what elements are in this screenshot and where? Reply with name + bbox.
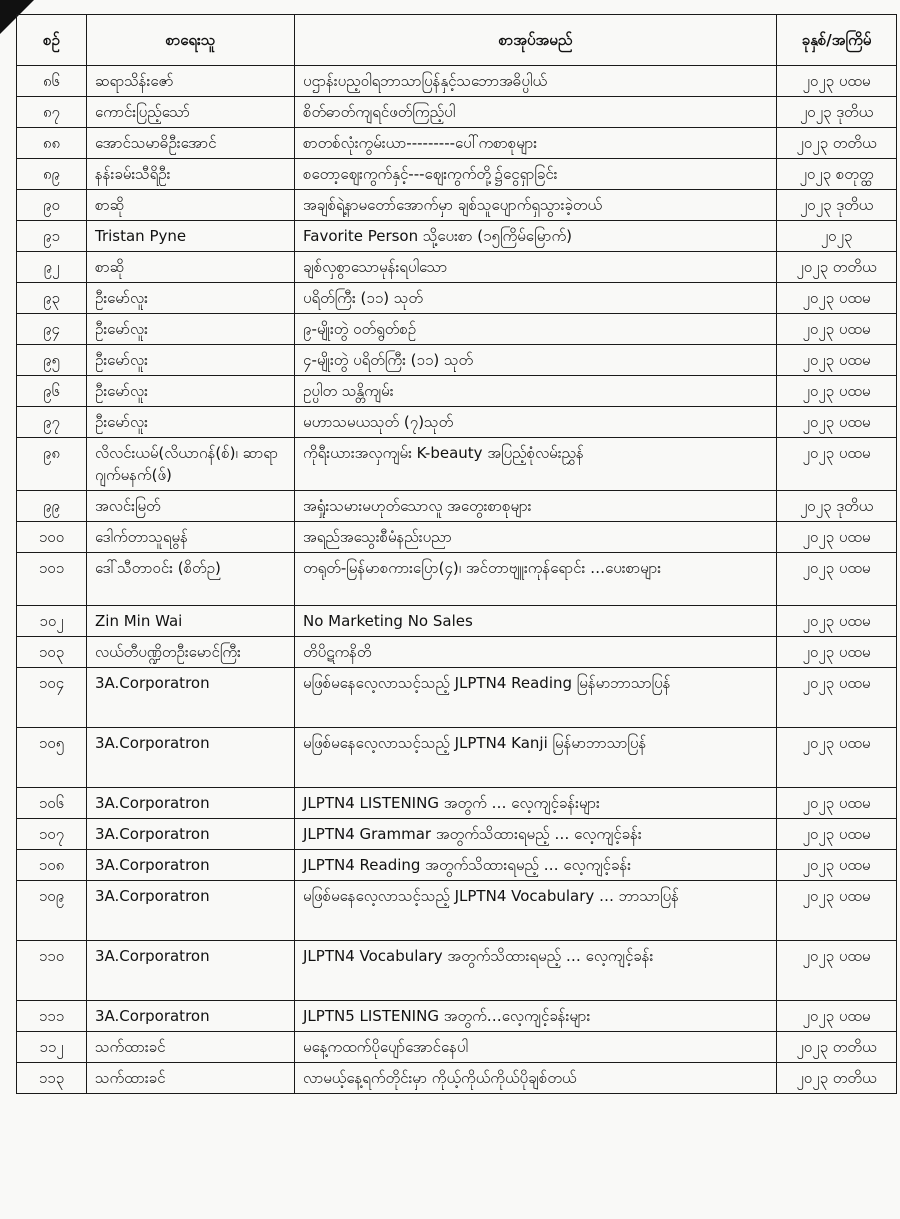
- cell-no: ၁၀၇: [17, 819, 87, 850]
- table-row: [17, 376, 897, 407]
- cell-no: ၁၁၀: [17, 941, 87, 1001]
- cell-author: လိလင်းယမ်(လိယာဂန်(စ်)၊ ဆာရာဂျက်မနက်(ဖ်): [87, 438, 295, 491]
- cell-author: ဦးမော်လူး: [87, 407, 295, 438]
- cell-title: တရုတ်-မြန်မာစကားပြော(၄)၊ အင်တာဗျူးကုန်ရောင်း …ပေးစာများ: [295, 553, 777, 606]
- cell-year: ၂၀၂၃ ပထမ: [777, 668, 897, 728]
- cell-title: Favorite Person သို့ပေးစာ (၁၅ကြိမ်မြောက်): [295, 221, 777, 252]
- cell-no: ၉၂: [17, 252, 87, 283]
- table-row: [17, 491, 897, 522]
- cell-no: ၉၉: [17, 491, 87, 522]
- cell-author: Tristan Pyne: [87, 221, 295, 252]
- cell-year: ၂၀၂၃ ပထမ: [777, 438, 897, 491]
- cell-author: ဒေါက်တာသူရမွန်: [87, 522, 295, 553]
- cell-title: JLPTN4 Vocabulary အတွက်သိထားရမည့် … လေ့ကျင့်ခန်း: [295, 941, 777, 1001]
- cell-title: စိတ်ဓာတ်ကျရင်ဖတ်ကြည့်ပါ: [295, 97, 777, 128]
- table-row: [17, 97, 897, 128]
- cell-title: တိပိဋကနိတိ: [295, 637, 777, 668]
- cell-no: ၉၃: [17, 283, 87, 314]
- cell-year: ၂၀၂၃ ပထမ: [777, 819, 897, 850]
- table-row: [17, 128, 897, 159]
- cell-year: ၂၀၂၃ စတုတ္ထ: [777, 159, 897, 190]
- table-row: [17, 66, 897, 97]
- cell-author: Zin Min Wai: [87, 606, 295, 637]
- cell-author: 3A.Corporatron: [87, 728, 295, 788]
- cell-title: လာမယ့်နေ့ရက်တိုင်းမှာ ကိုယ့်ကိုယ်ကိုယ်ပိုချစ်တယ်: [295, 1063, 777, 1094]
- cell-no: ၁၀၉: [17, 881, 87, 941]
- cell-title: No Marketing No Sales: [295, 606, 777, 637]
- cell-no: ၁၀၈: [17, 850, 87, 881]
- cell-no: ၉၀: [17, 190, 87, 221]
- cell-author: စာဆို: [87, 190, 295, 221]
- cell-title: မဖြစ်မနေလေ့လာသင့်သည့် JLPTN4 Kanji မြန်မာဘာသာပြန်: [295, 728, 777, 788]
- cell-year: ၂၀၂၃ တတိယ: [777, 1032, 897, 1063]
- table-header-row: [17, 15, 897, 66]
- cell-year: ၂၀၂၃ ပထမ: [777, 283, 897, 314]
- cell-author: ဦးမော်လူး: [87, 283, 295, 314]
- cell-title: အရည်အသွေးစီမံနည်းပညာ: [295, 522, 777, 553]
- cell-year: ၂၀၂၃ ပထမ: [777, 728, 897, 788]
- cell-title: JLPTN4 Reading အတွက်သိထားရမည့် … လေ့ကျင့်ခန်း: [295, 850, 777, 881]
- cell-year: ၂၀၂၃ ပထမ: [777, 941, 897, 1001]
- table-row: [17, 438, 897, 491]
- cell-title: မနေ့ကထက်ပိုပျော်အောင်နေပါ: [295, 1032, 777, 1063]
- cell-title: မဖြစ်မနေလေ့လာသင့်သည့် JLPTN4 Reading မြန်မာဘာသာပြန်: [295, 668, 777, 728]
- table-row: [17, 881, 897, 941]
- cell-author: 3A.Corporatron: [87, 1001, 295, 1032]
- cell-author: အောင်သမာဓိဦးအောင်: [87, 128, 295, 159]
- header-no: စဉ်: [17, 15, 87, 66]
- cell-author: သက်ထားခင်: [87, 1063, 295, 1094]
- table-row: [17, 1063, 897, 1094]
- cell-author: 3A.Corporatron: [87, 668, 295, 728]
- cell-year: ၂၀၂၃ ပထမ: [777, 376, 897, 407]
- cell-no: ၁၀၃: [17, 637, 87, 668]
- table-row: [17, 941, 897, 1001]
- cell-author: လယ်တီပဏ္ဍိတဦးမောင်ကြီး: [87, 637, 295, 668]
- table-row: [17, 637, 897, 668]
- cell-year: ၂၀၂၃ ပထမ: [777, 66, 897, 97]
- cell-no: ၉၇: [17, 407, 87, 438]
- table-row: [17, 190, 897, 221]
- cell-author: သက်ထားခင်: [87, 1032, 295, 1063]
- cell-year: ၂၀၂၃ ဒုတိယ: [777, 97, 897, 128]
- cell-year: ၂၀၂၃ တတိယ: [777, 252, 897, 283]
- header-author: စာရေးသူ: [87, 15, 295, 66]
- table-row: [17, 606, 897, 637]
- cell-year: ၂၀၂၃ တတိယ: [777, 128, 897, 159]
- cell-no: ၁၁၃: [17, 1063, 87, 1094]
- cell-author: ဒေါ်သီတာဝင်း (စိတ်ဉ): [87, 553, 295, 606]
- table-row: [17, 159, 897, 190]
- cell-author: 3A.Corporatron: [87, 881, 295, 941]
- table-row: [17, 850, 897, 881]
- cell-author: ကောင်းပြည့်သော်: [87, 97, 295, 128]
- table-row: [17, 345, 897, 376]
- cell-year: ၂၀၂၃ ပထမ: [777, 881, 897, 941]
- cell-year: ၂၀၂၃ ပထမ: [777, 553, 897, 606]
- header-title: စာအုပ်အမည်: [295, 15, 777, 66]
- cell-year: ၂၀၂၃ ပထမ: [777, 345, 897, 376]
- table-row: [17, 252, 897, 283]
- table-row: [17, 819, 897, 850]
- cell-title: အချစ်ရဲ့နာမတော်အောက်မှာ ချစ်သူပျောက်ရှသွားခဲ့တယ်: [295, 190, 777, 221]
- cell-no: ၁၀၂: [17, 606, 87, 637]
- cell-title: ဥပ္ပါတ သန္တိကျမ်း: [295, 376, 777, 407]
- cell-no: ၉၁: [17, 221, 87, 252]
- cell-year: ၂၀၂၃ ဒုတိယ: [777, 491, 897, 522]
- header-year: ခုနှစ်/အကြိမ်: [777, 15, 897, 66]
- cell-no: ၁၀၆: [17, 788, 87, 819]
- cell-title: ကိုရီးယားအလှကျမ်း K-beauty အပြည့်စုံလမ်းညွှန်: [295, 438, 777, 491]
- cell-no: ၁၀၁: [17, 553, 87, 606]
- cell-year: ၂၀၂၃ ပထမ: [777, 314, 897, 345]
- cell-author: 3A.Corporatron: [87, 819, 295, 850]
- cell-author: ဆရာသိန်းဇော်: [87, 66, 295, 97]
- cell-title: မဟာသမယသုတ် (၇)သုတ်: [295, 407, 777, 438]
- table-row: [17, 522, 897, 553]
- cell-author: နန်းခမ်းသီရိဦး: [87, 159, 295, 190]
- table-row: [17, 1032, 897, 1063]
- cell-no: ၁၀၅: [17, 728, 87, 788]
- cell-no: ၈၉: [17, 159, 87, 190]
- table-row: [17, 283, 897, 314]
- cell-no: ၁၀၀: [17, 522, 87, 553]
- cell-title: ပဌာန်းပည့ဝါရဘာသာပြန်နှင့်သဘောအဓိပ္ပါယ်: [295, 66, 777, 97]
- cell-author: ဦးမော်လူး: [87, 376, 295, 407]
- cell-title: ၄-မျိုးတွဲ ပရိတ်ကြီး (၁၁) သုတ်: [295, 345, 777, 376]
- cell-year: ၂၀၂၃ ပထမ: [777, 637, 897, 668]
- table-row: [17, 668, 897, 728]
- cell-title: စာတစ်လုံးကွမ်းယာ---------ပေါ်ကစာစုများ: [295, 128, 777, 159]
- cell-title: ချစ်လှစွာသောမုန်းရပါသော: [295, 252, 777, 283]
- cell-no: ၉၆: [17, 376, 87, 407]
- cell-author: 3A.Corporatron: [87, 941, 295, 1001]
- cell-title: ၉-မျိုးတွဲ ဝတ်ရွတ်စဉ်: [295, 314, 777, 345]
- cell-year: ၂၀၂၃ ပထမ: [777, 788, 897, 819]
- cell-author: စာဆို: [87, 252, 295, 283]
- cell-author: ဦးမော်လူး: [87, 314, 295, 345]
- cell-year: ၂၀၂၃ တတိယ: [777, 1063, 897, 1094]
- table-row: [17, 221, 897, 252]
- cell-title: မဖြစ်မနေလေ့လာသင့်သည့် JLPTN4 Vocabulary … ဘာသာပြန်: [295, 881, 777, 941]
- table-row: [17, 788, 897, 819]
- cell-no: ၉၅: [17, 345, 87, 376]
- cell-title: အရှုံးသမားမဟုတ်သောလူ အတွေးစာစုများ: [295, 491, 777, 522]
- cell-title: စတော့ဈေးကွက်နှင့်---ဈေးကွက်တို့၌ငွေရှာခြင်း: [295, 159, 777, 190]
- cell-no: ၉၄: [17, 314, 87, 345]
- cell-author: 3A.Corporatron: [87, 850, 295, 881]
- cell-no: ၈၈: [17, 128, 87, 159]
- cell-title: ပရိတ်ကြီး (၁၁) သုတ်: [295, 283, 777, 314]
- cell-author: 3A.Corporatron: [87, 788, 295, 819]
- cell-no: ၉၈: [17, 438, 87, 491]
- cell-year: ၂၀၂၃: [777, 221, 897, 252]
- cell-author: ဦးမော်လူး: [87, 345, 295, 376]
- table-row: [17, 407, 897, 438]
- cell-title: JLPTN4 Grammar အတွက်သိထားရမည့် … လေ့ကျင့်ခန်း: [295, 819, 777, 850]
- table-row: [17, 553, 897, 606]
- cell-no: ၁၁၁: [17, 1001, 87, 1032]
- cell-no: ၈၇: [17, 97, 87, 128]
- book-list-table: [16, 14, 897, 1094]
- cell-no: ၁၀၄: [17, 668, 87, 728]
- table-row: [17, 1001, 897, 1032]
- cell-year: ၂၀၂၃ ပထမ: [777, 407, 897, 438]
- cell-year: ၂၀၂၃ ပထမ: [777, 606, 897, 637]
- cell-year: ၂၀၂၃ ပထမ: [777, 522, 897, 553]
- cell-title: JLPTN5 LISTENING အတွက်…လေ့ကျင့်ခန်းများ: [295, 1001, 777, 1032]
- cell-year: ၂၀၂၃ ပထမ: [777, 850, 897, 881]
- cell-author: အလင်းမြတ်: [87, 491, 295, 522]
- cell-year: ၂၀၂၃ ပထမ: [777, 1001, 897, 1032]
- cell-no: ၁၁၂: [17, 1032, 87, 1063]
- cell-title: JLPTN4 LISTENING အတွက် … လေ့ကျင့်ခန်းများ: [295, 788, 777, 819]
- cell-no: ၈၆: [17, 66, 87, 97]
- cell-year: ၂၀၂၃ ဒုတိယ: [777, 190, 897, 221]
- table-row: [17, 314, 897, 345]
- table-row: [17, 728, 897, 788]
